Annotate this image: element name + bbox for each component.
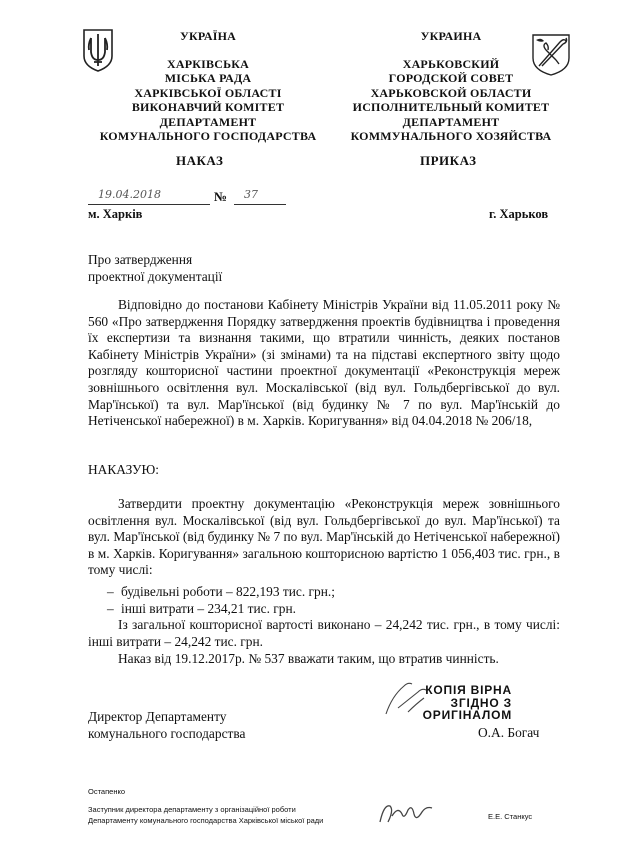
header-left-line: ДЕПАРТАМЕНТ (159, 114, 257, 129)
preamble-paragraph: Відповідно до постанови Кабінету Міністрів України від 11.05.2011 року № 560 «Про затвердження Порядку затвердження проектів будівництва і проведення їх експертизи та визнання такими, що втратили чинність, деяких постанов Кабінету Міністрів України» (зі змінами) та на підставі експертного звіту щодо розгляду кошторисної частини проектної документації «Реконструкція мереж зовнішнього освітлення вул. Москалівської (від вул. Гольдбергівської до вул. Мар'їнської) та вул. Мар'їнської (від будинку № 7 по вул. Мар'їнській до Нетіченської набережної) в м. Харків. Коригування» від 04.04.2018 № 206/18, (88, 297, 560, 429)
subject-line: Про затвердження (88, 252, 193, 267)
list-item (107, 601, 547, 618)
footer-approver-line1: Заступник директора департаменту з організаційної роботи (88, 805, 296, 814)
number-sign: № (214, 189, 228, 204)
header-left-line: ХАРКІВСЬКОЇ ОБЛАСТІ (134, 85, 282, 100)
header-left-country: УКРАЇНА (179, 29, 237, 43)
subject-line: проектної документації (88, 268, 223, 284)
cost-list (107, 584, 547, 617)
signature-name: О.А. Богач (478, 725, 540, 740)
footer-approver-line2: Департаменту комунального господарства Харківської міської ради (88, 816, 324, 825)
list-dash: – (107, 600, 114, 616)
signature-position (88, 709, 245, 742)
header-right-line: ХАРЬКОВСКИЙ (402, 56, 500, 71)
header-right-line: КОММУНАЛЬНОГО ХОЗЯЙСТВА (350, 129, 552, 143)
footer-approver-name: Е.Е. Станкус (488, 812, 533, 821)
header-left-line: ВИКОНАВЧИЙ КОМІТЕТ (131, 100, 285, 114)
signature-position-line2: комунального господарства (88, 725, 246, 741)
city-right: г. Харьков (489, 207, 549, 221)
order-type-left: НАКАЗ (176, 153, 224, 168)
header-right-line: ИСПОЛНИТЕЛЬНЫЙ КОМИТЕТ (352, 100, 550, 114)
list-dash: – (107, 584, 114, 599)
header-left-line: КОМУНАЛЬНОГО ГОСПОДАРСТВА (99, 129, 317, 143)
list-item-text: будівельні роботи – 822,193 тис. грн.; (121, 584, 335, 599)
stamp-line: ЗГІДНО З (450, 695, 512, 710)
footer-author: Остапенко (88, 787, 126, 796)
list-item (107, 584, 547, 601)
date-field (88, 190, 210, 205)
header-left (88, 29, 328, 144)
date-handwritten: 19.04.2018 (98, 188, 161, 201)
footer-approver (88, 804, 323, 826)
number-field (234, 190, 286, 205)
order-item-repeal: Наказ від 19.12.2017р. № 537 вважати таким, що втратив чинність. (118, 651, 499, 666)
approver-signature-icon (376, 796, 436, 830)
header-right-line: ДЕПАРТАМЕНТ (402, 114, 500, 129)
director-signature-icon (378, 678, 438, 718)
order-item-completed: Із загальної кошторисної вартості виконано – 24,242 тис. грн., в тому числі: інші витрати – 24,242 тис. грн. (88, 617, 560, 649)
header-right-line: ХАРЬКОВСКОЙ ОБЛАСТИ (370, 85, 532, 100)
stamp-line: КОПІЯ ВІРНА (425, 683, 512, 697)
header-right-country: УКРАИНА (420, 29, 482, 43)
order-item-approve: Затвердити проектну документацію «Реконструкція мереж зовнішнього освітлення вул. Москалівської (від вул. Гольдбергівської до вул. Мар'їнської) та вул. Мар'їнської (від будинку № 7 по вул. Мар'їнській до Нетіченської набережної) в м. Харків. Коригування» загальною кошторисною вартістю 1 056,403 тис. грн., в тому числі: (88, 496, 560, 578)
header-right-line: ГОРОДСКОЙ СОВЕТ (388, 71, 514, 85)
order-word: НАКАЗУЮ: (88, 462, 159, 477)
order-type-right: ПРИКАЗ (420, 153, 477, 168)
stamp-line: ОРИГІНАЛОМ (422, 708, 512, 722)
header-left-line: МІСЬКА РАДА (164, 71, 252, 85)
header-left-line: ХАРКІВСЬКА (166, 56, 249, 71)
list-item-text: інші витрати – 234,21 тис. грн. (121, 600, 296, 616)
signature-position-line1: Директор Департаменту (88, 709, 227, 724)
header-right (346, 29, 556, 144)
subject (88, 252, 348, 285)
number-handwritten: 37 (244, 188, 258, 201)
city-left: м. Харків (88, 207, 143, 221)
